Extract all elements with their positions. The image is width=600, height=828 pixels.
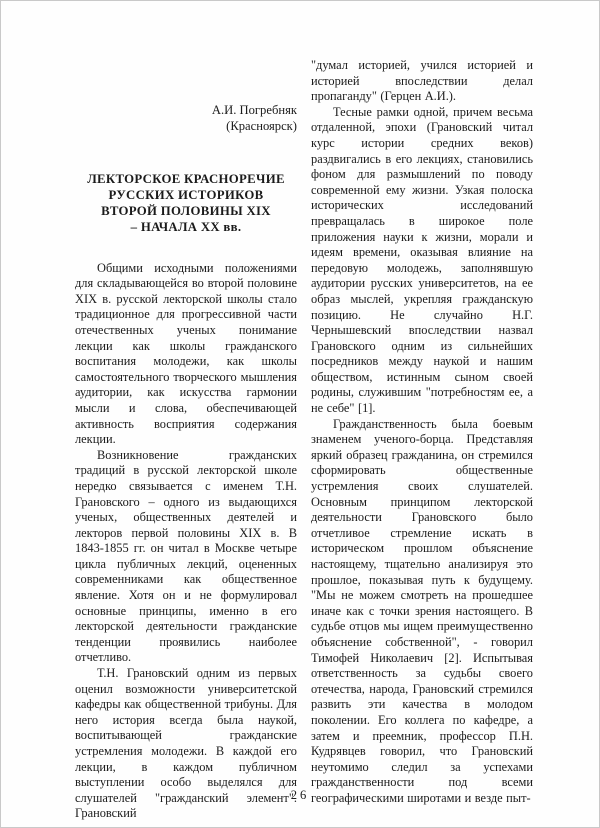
title-line-4: – НАЧАЛА XX вв. [130, 219, 242, 234]
two-column-text-area [1, 1, 599, 822]
body-paragraph: Т.Н. Грановский одним из первых оценил возможности университетской кафедры как общественной трибуны. Для него история всегда была наукой, воспитывающей гражданские устремления молодежи. В каждой его лекции, в каждом публичном выступлении особо выделялся для слушателей "гражданский элемент". Грановский [75, 666, 297, 821]
right-column [311, 58, 533, 822]
body-paragraph: Общими исходными положениями для складывающейся во второй половине XIX в. русской лекторской школы стало традиционное для прогрессивной части отечественных ученых понимание лекции как школы гражданского воспитания молодежи, как школы самостоятельного творческого мышления аудитории, как искусства гармонии мысли и слова, обеспечивающей активность восприятия содержания лекции. [75, 260, 297, 447]
body-paragraph: Возникновение гражданских традиций в русской лекторской школе нередко связывается с именем Т.Н. Грановского – одного из выдающихся ученых, общественных деятелей и лекторов первой половины XIX в. В 1843-1855 гг. он читал в Москве четыре цикла публичных лекций, оцененных современниками как общественное явление. Хотя он и не формулировал основные принципы, именно в его лекторской деятельности гражданские тенденции проявились наиболее отчетливо. [75, 447, 297, 665]
body-paragraph: Гражданственность была боевым знаменем ученого-борца. Представляя яркий образец гражданина, он стремился сформировать общественные устремления своих слушателей. Основным принципом лекторской деятельности Грановского было отчетливое стремление искать в историческом прошлом объяснение настоящему, тщательно анализируя это прошлое, показывая путь к будущему. "Мы не можем смотреть на прошедшее иначе как с точки зрения настоящего. В судьбе отцов мы ищем преимущественно объяснение собственной", - говорил Тимофей Николаевич [2]. Испытывая ответственность за судьбы своего отечества, народа, Грановский стремился развить эти качества в молодом поколении. Его коллега по кафедре, а затем и преемник, профессор П.Н. Кудрявцев говорил, что Грановский неутомимо следил за успехами гражданственности под всеми географическими широтами и везде пыт- [311, 416, 533, 805]
author-name: А.И. Погребняк [211, 103, 297, 117]
article-title [75, 171, 297, 235]
title-line-1: ЛЕКТОРСКОЕ КРАСНОРЕЧИЕ [87, 171, 285, 186]
body-paragraph-continuation: "думал историей, учился историей и историей впоследствии делал пропаганду" (Герцен А.И.). [311, 58, 533, 104]
left-column [75, 58, 297, 822]
body-paragraph: Тесные рамки одной, причем весьма отдаленной, эпохи (Грановский читал курс истории средних веков) раздвигались в его лекциях, становились фоном для размышлений по поводу современной ему жизни. Узкая полоска исторических исследований превращалась в широкое поле приложения науки к жизни, морали и идеям времени, оказывая влияние на передовую молодежь, заполнявшую аудитории русских университетов, на ее образ мыслей, укрепляя гражданскую позицию. Не случайно Н.Г. Чернышевский впоследствии назвал Грановского одним из сильнейших посредников между наукой и нашим обществом, истинным сыном своей родины, служившим "потребностям ее, а не себе" [1]. [311, 104, 533, 416]
title-line-3: ВТОРОЙ ПОЛОВИНЫ XIX [101, 203, 271, 218]
page-number: 26 [290, 788, 310, 802]
title-line-2: РУССКИХ ИСТОРИКОВ [108, 187, 264, 202]
byline [75, 103, 297, 135]
author-location: (Красноярск) [226, 118, 297, 133]
